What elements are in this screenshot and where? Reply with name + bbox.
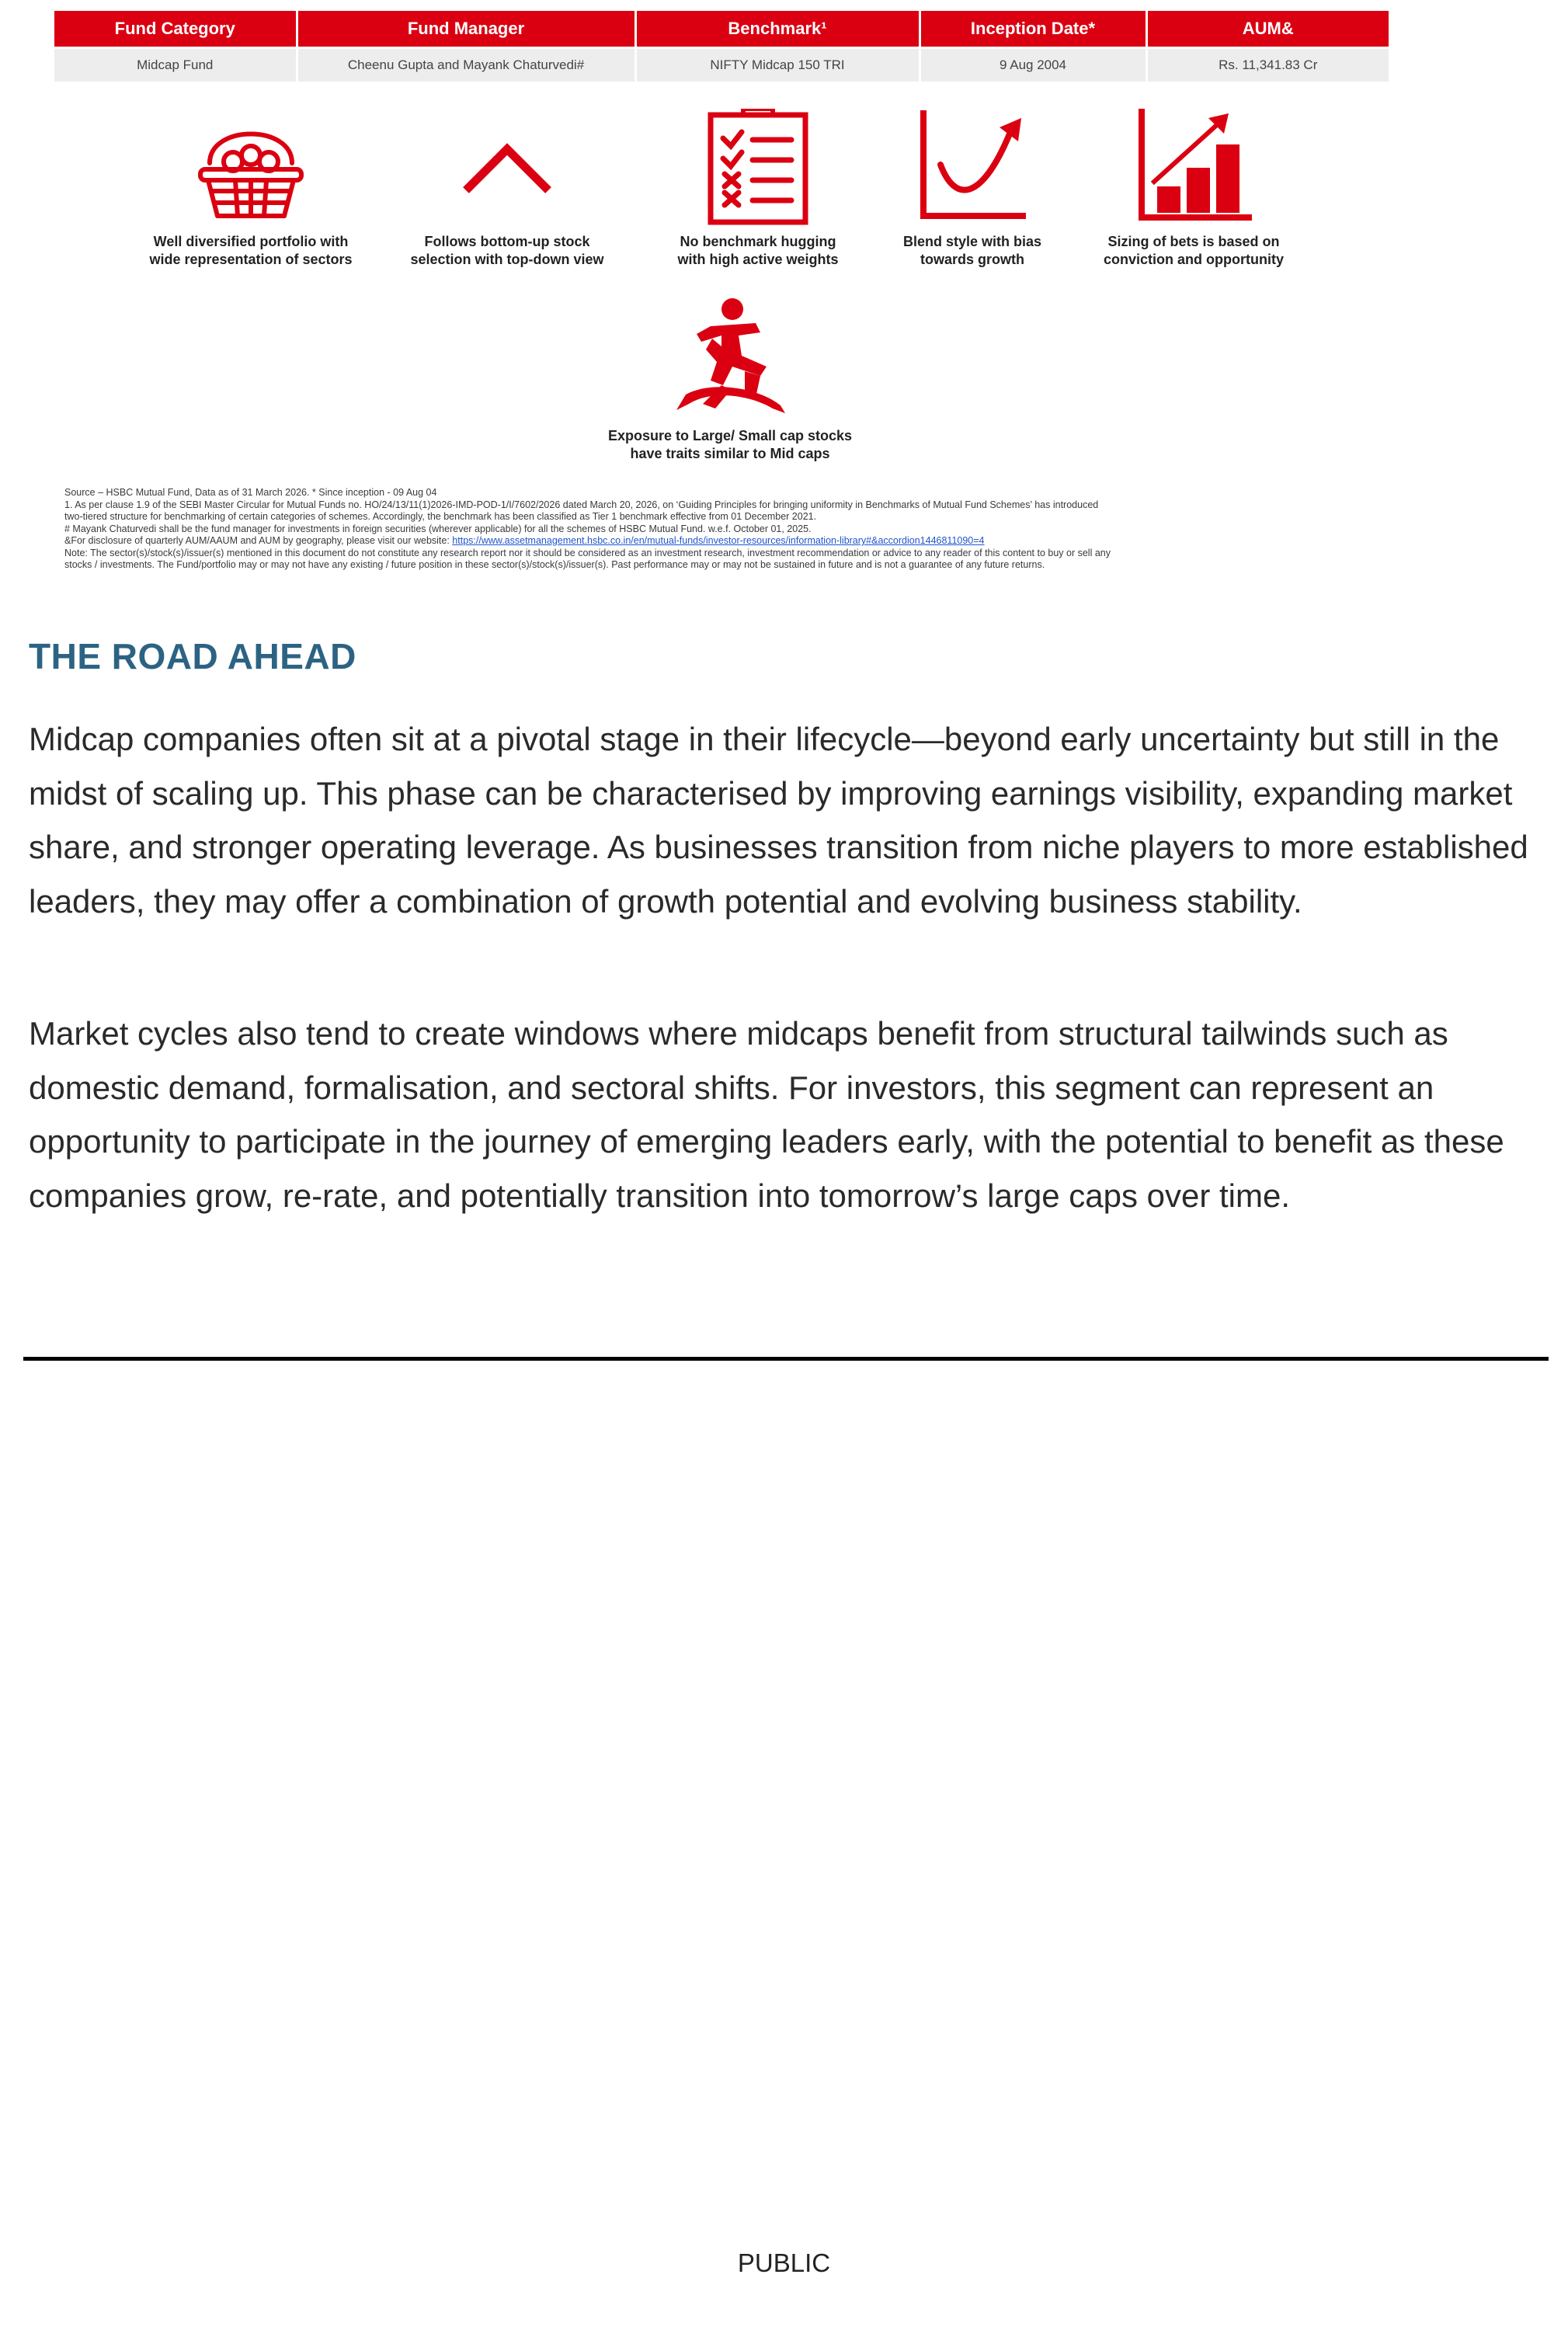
feature-caption: Sizing of bets is based on conviction and opportunity <box>1104 234 1284 267</box>
fund-details-table <box>54 11 1389 82</box>
header-benchmark: Benchmark¹ <box>635 11 920 48</box>
footnote-aum <box>64 535 1385 548</box>
feature-caption: Follows bottom-up stock selection with top-down view <box>410 234 604 267</box>
basket-icon <box>193 109 309 225</box>
footnote-fund-manager: # Mayank Chaturvedi shall be the fund manager for investments in foreign securities (wherever applicable) for all the schemes of HSBC Mutual Fund. w.e.f. October 01, 2025. <box>64 523 812 534</box>
bar-growth-icon <box>1135 109 1252 225</box>
feature-conviction <box>1069 109 1318 269</box>
paragraph: Market cycles also tend to create windows where midcaps benefit from structural tailwinds such as domestic demand, formalisation, and sectoral shifts. For investors, this segment can represent an opportunity to participate in the journey of emerging leaders early, with the potential to benefit as these companies grow, re-rate, and potentially transition into tomorrow’s large caps over time. <box>29 1015 1504 1214</box>
paragraph: Midcap companies often sit at a pivotal stage in their lifecycle—beyond early uncertainty but still in the midst of scaling up. This phase can be characterised by improving earnings visibility, expanding market share, and stronger operating leverage. As businesses transition from niche players to more established leaders, they may offer a combination of growth potential and evolving business stability. <box>29 721 1528 920</box>
footnote-benchmark-cont: two-tiered structure for benchmarking of certain categories of schemes. Accordingly, the benchmark has been classified as Tier 1 benchmark effective from 01 December 2021. <box>64 511 817 522</box>
checklist-icon <box>700 109 816 225</box>
header-aum: AUM& <box>1146 11 1389 48</box>
classification-label: PUBLIC <box>737 2248 831 2277</box>
cell-fund-manager: Cheenu Gupta and Mayank Chaturvedi# <box>297 48 635 82</box>
cell-benchmark: NIFTY Midcap 150 TRI <box>635 48 920 82</box>
table-row <box>54 48 1389 82</box>
table-header-row <box>54 11 1389 48</box>
feature-active-weights <box>634 109 882 269</box>
footnote-benchmark: 1. As per clause 1.9 of the SEBI Master Circular for Mutual Funds no. HO/24/13/11(1)2026-IMD-POD-1/I/7602/2026 dated March 20, 2026, on ‘Guiding Principles for bringing uniformity in Benchmarks of Mutual Fund Schemes’ has introduced <box>64 499 1099 510</box>
footnote-note-cont: stocks / investments. The Fund/portfolio may or may not have any existing / future position in these sector(s)/stock(s)/issuer(s). Past performance may or may not be sustained in future and is not a guarantee of any future returns. <box>64 559 1045 570</box>
header-inception-date: Inception Date* <box>920 11 1146 48</box>
feature-diversified <box>127 109 375 269</box>
cell-fund-category: Midcap Fund <box>54 48 297 82</box>
footnote-aum-text: &For disclosure of quarterly AUM/AAUM and AUM by geography, please visit our website: <box>64 535 453 546</box>
growth-curve-icon <box>914 109 1031 225</box>
feature-caption: Blend style with bias towards growth <box>902 234 1042 267</box>
feature-cap-exposure <box>606 295 854 463</box>
feature-growth-bias <box>848 109 1097 269</box>
header-fund-manager: Fund Manager <box>297 11 635 48</box>
feature-caption: Well diversified portfolio with wide representation of sectors <box>149 234 353 267</box>
footnotes <box>64 487 1385 572</box>
feature-caption: Exposure to Large/ Small cap stocks have traits similar to Mid caps <box>607 428 853 461</box>
cell-aum: Rs. 11,341.83 Cr <box>1146 48 1389 82</box>
header-fund-category: Fund Category <box>54 11 297 48</box>
section-heading: THE ROAD AHEAD <box>29 636 356 676</box>
footnote-source: Source – HSBC Mutual Fund, Data as of 31 March 2026. * Since inception - 09 Aug 04 <box>64 487 437 498</box>
aum-disclosure-link[interactable]: https://www.assetmanagement.hsbc.co.in/en/mutual-funds/investor-resources/information-library#&accordion1446811090=4 <box>452 535 985 546</box>
footnote-note: Note: The sector(s)/stock(s)/issuer(s) mentioned in this document do not constitute any research report nor it should be considered as an investment research, investment recommendation or advice to any reader of this content to buy or sell any <box>64 547 1111 558</box>
caret-up-icon <box>449 109 565 225</box>
feature-bottom-up <box>383 109 631 269</box>
feature-caption: No benchmark hugging with high active weights <box>677 234 839 267</box>
surfer-icon <box>664 295 796 419</box>
section-divider <box>23 1357 1549 1361</box>
cell-inception-date: 9 Aug 2004 <box>920 48 1146 82</box>
